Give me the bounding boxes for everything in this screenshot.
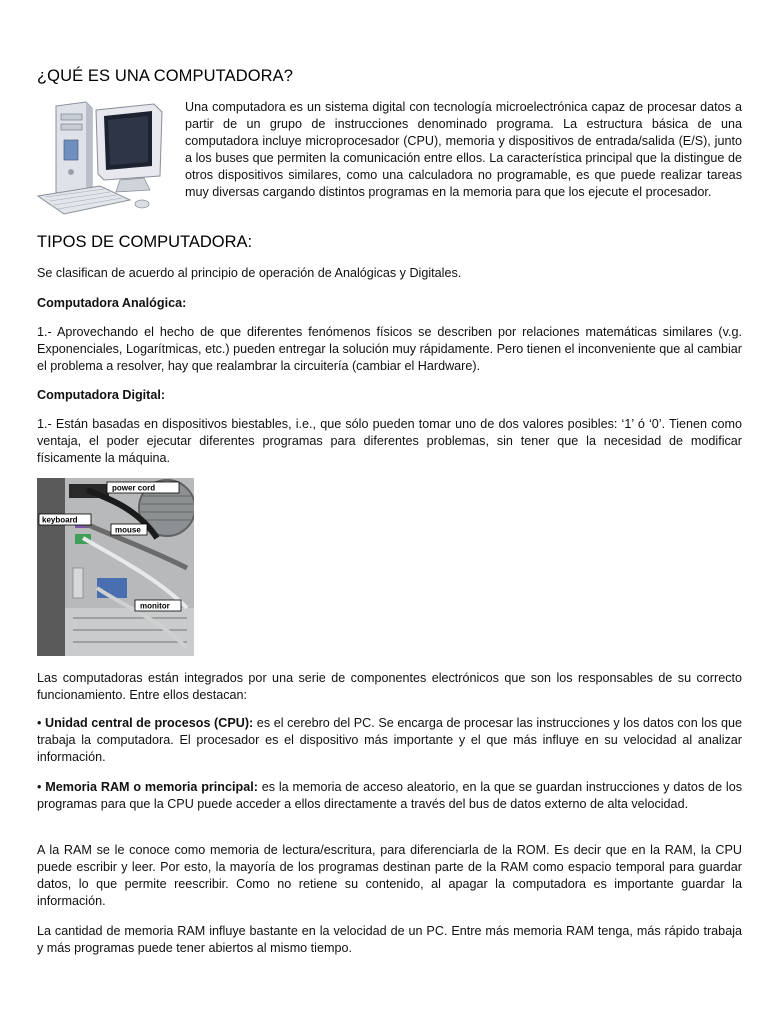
cpu-text: es el cerebro del PC. Se encarga de procesar las instrucciones y los datos con los que trabaja la computadora. El procesador es el dispositivo más importante y el que más influye en su velocidad al analizar información. xyxy=(37,716,742,764)
document-page xyxy=(37,0,742,1024)
intro-paragraph: Una computadora es un sistema digital con tecnología microelectrónica capaz de procesar datos a partir de un grupo de instrucciones denominado programa. La estructura básica de una computadora incluye microprocesador (CPU), memoria y dispositivos de entrada/salida (E/S), junto a los buses que permiten la comunicación entre ellos. La característica principal que la distingue de otros dispositivos similares, como una calculadora no programable, es que puede realizar tareas muy diversas cargando distintos programas en la memoria para que los ejecute el procesador. xyxy=(185,100,742,199)
computer-illustration xyxy=(34,100,168,218)
analog-text: 1.- Aprovechando el hecho de que diferentes fenómenos físicos se describen por relaciones matemáticas similares (v.g. Exponenciales, Logarítmicas, etc.) pueden entregar la solución muy rápidamente. Pero tienen el inconveniente que al cambiar el problema a resolver, hay que realambrar la circuitería (cambiar el Hardware). xyxy=(37,325,742,373)
ram-term: Memoria RAM o memoria principal: xyxy=(45,780,258,794)
bullet: • xyxy=(37,780,42,794)
analog-heading: Computadora Analógica: xyxy=(37,296,187,310)
ram-text: es la memoria de acceso aleatorio, en la que se guardan instrucciones y datos de los programas para que la CPU puede acceder a ellos directamente a través del bus de datos externo de alta velocidad. xyxy=(37,780,742,811)
pc-back-panel-photo xyxy=(37,478,194,656)
page-title: ¿QUÉ ES UNA COMPUTADORA? xyxy=(37,67,294,85)
bullet: • xyxy=(37,716,42,730)
label-monitor: monitor xyxy=(140,601,170,611)
components-intro: Las computadoras están integrados por una serie de componentes electrónicos que son los responsables de su correcto funcionamiento. Entre ellos destacan: xyxy=(37,671,742,702)
digital-heading: Computadora Digital: xyxy=(37,388,166,402)
label-mouse: mouse xyxy=(115,525,141,535)
label-keyboard: keyboard xyxy=(42,515,78,525)
cpu-item xyxy=(37,715,742,766)
ram-paragraph-2: La cantidad de memoria RAM influye bastante en la velocidad de un PC. Entre más memoria RAM tenga, más rápido trabaja y más programas puede tener abiertos al mismo tiempo. xyxy=(37,924,742,955)
ram-paragraph-1: A la RAM se le conoce como memoria de lectura/escritura, para diferenciarla de la ROM. Es decir que en la RAM, la CPU puede escribir y leer. Por esto, la mayoría de los programas destinan parte de la RAM como espacio temporal para guardar datos, lo que permite reescribir. Como no retiene su contenido, al apagar la computadora es importante guardar la información. xyxy=(37,843,742,908)
label-power-cord: power cord xyxy=(112,483,156,493)
cpu-term: Unidad central de procesos (CPU): xyxy=(45,716,254,730)
ram-item xyxy=(37,779,742,813)
digital-text: 1.- Están basadas en dispositivos biestables, i.e., que sólo pueden tomar uno de dos valores posibles: ‘1’ ó ‘0’. Tienen como ventaja, el poder ejecutar diferentes programas para diferentes problemas, sin tener que la necesidad de modificar físicamente la máquina. xyxy=(37,417,742,465)
types-intro: Se clasifican de acuerdo al principio de operación de Analógicas y Digitales. xyxy=(37,266,462,280)
types-heading: TIPOS DE COMPUTADORA: xyxy=(37,233,253,251)
